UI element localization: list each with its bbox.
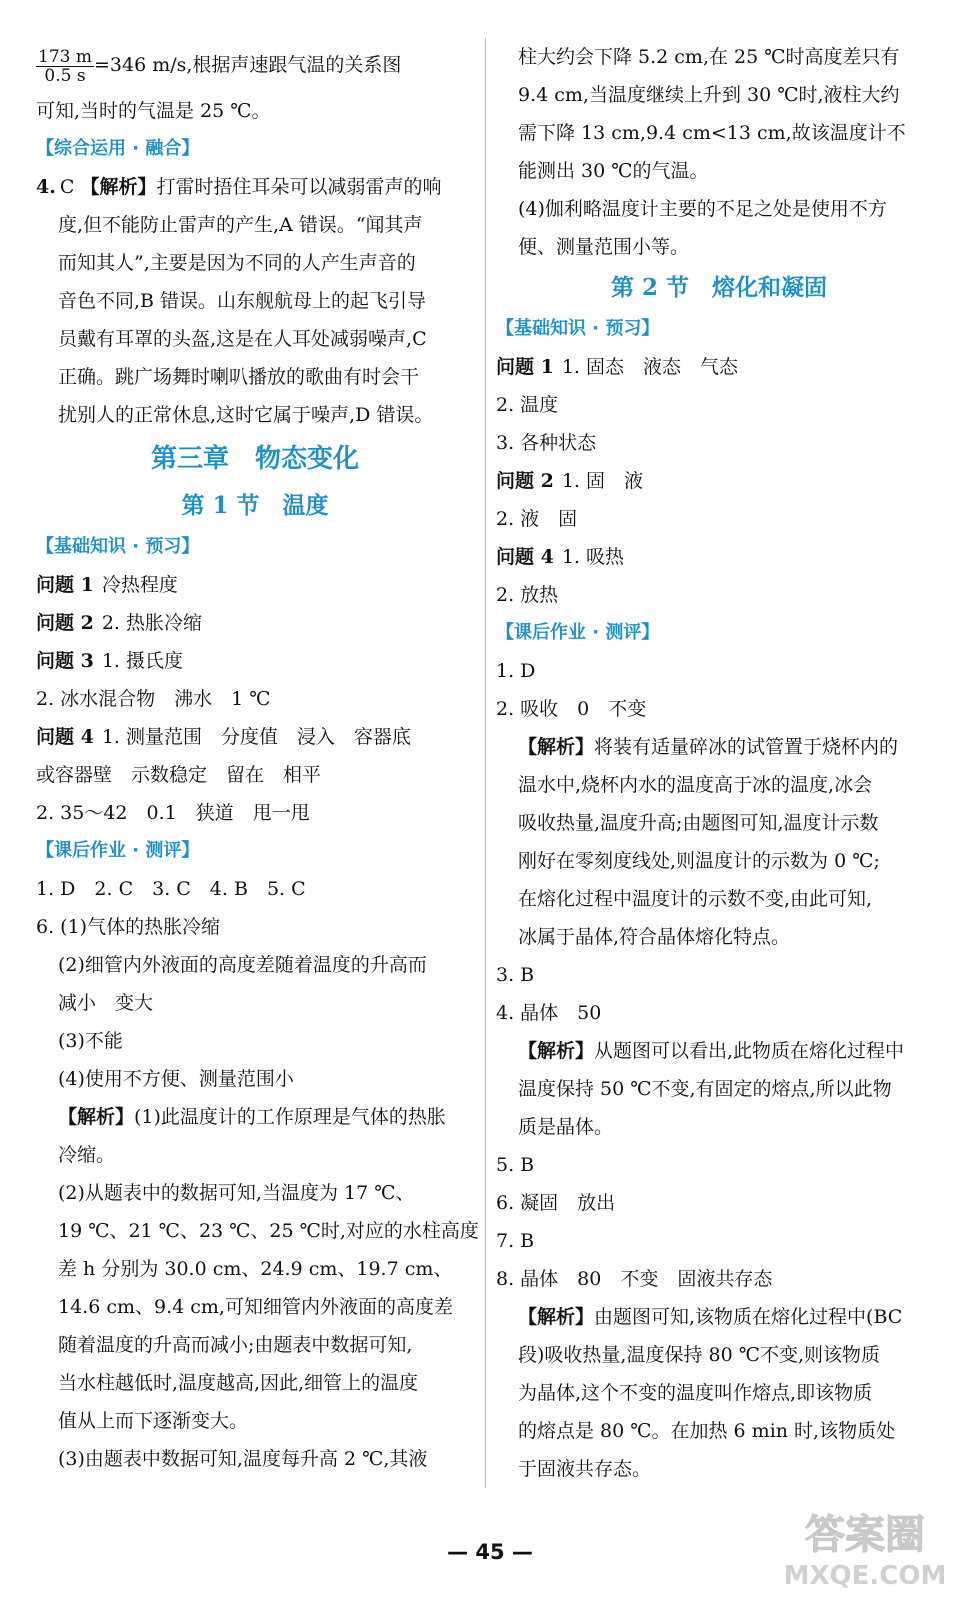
text-line: 度,但不能防止雷声的产生,A 错误。“闻其声 — [58, 214, 423, 236]
section-title: 第 1 节 温度 — [181, 492, 329, 519]
text-line: 质是晶体。 — [518, 1116, 614, 1138]
analysis-text: 打雷时捂住耳朵可以减弱雷声的响 — [156, 176, 442, 198]
analysis-line — [496, 1298, 942, 1336]
problem-answer: 1. 固态 液态 气态 — [561, 356, 739, 378]
text-line: 2. 液 固 — [496, 508, 578, 530]
analysis-line — [36, 1098, 474, 1136]
problem-4 — [36, 718, 474, 756]
text-line: 或容器壁 示数稳定 留在 相平 — [36, 764, 322, 786]
answers-1-5: 1. D 2. C 3. C 4. B 5. C — [36, 878, 306, 900]
text-line: (3)由题表中数据可知,温度每升高 2 ℃,其液 — [58, 1448, 428, 1470]
fraction — [36, 48, 94, 85]
text-line: (2)从题表中的数据可知,当温度为 17 ℃、 — [58, 1182, 415, 1204]
text-line: (3)不能 — [58, 1030, 123, 1052]
problem-2 — [36, 604, 474, 642]
text-line: 2. 35～42 0.1 狭道 甩一甩 — [36, 802, 310, 824]
answer-6: 6. 凝固 放出 — [496, 1192, 616, 1214]
text-line: (4)使用不方便、测量范围小 — [58, 1068, 294, 1090]
text-line: 9.4 cm,当温度继续上升到 30 ℃时,液柱大约 — [518, 84, 900, 106]
text-line: 温水中,烧杯内水的温度高于冰的温度,冰会 — [518, 774, 873, 796]
formula-rest: =346 m/s,根据声速跟气温的关系图 — [93, 54, 402, 76]
text-line: 刚好在零刻度线处,则温度计的示数为 0 ℃; — [518, 850, 880, 872]
analysis-tag: 【解析】 — [58, 1106, 135, 1128]
analysis-text: 从题图可以看出,此物质在熔化过程中 — [594, 1040, 905, 1062]
answer-8: 8. 晶体 80 不变 固液共存态 — [496, 1268, 773, 1290]
problem-label: 问题 4 — [36, 726, 94, 748]
answer-value: C — [59, 176, 75, 198]
text-line: 便、测量范围小等。 — [518, 236, 690, 258]
text-line: 扰别人的正常休息,这时它属于噪声,D 错误。 — [58, 404, 434, 426]
text-line: 于固液共存态。 — [518, 1458, 652, 1480]
text-line: 正确。跳广场舞时喇叭播放的歌曲有时会干 — [58, 366, 420, 388]
text-line: (4)伽利略温度计主要的不足之处是使用不方 — [518, 198, 887, 220]
problem-answer: 冷热程度 — [101, 574, 178, 596]
text-line: 2. 温度 — [496, 394, 559, 416]
answer-2: 2. 吸收 0 不变 — [496, 698, 647, 720]
section-label-integrated: 【综合运用 · 融合】 — [36, 138, 200, 159]
text-line: 需下降 13 cm,9.4 cm<13 cm,故该温度计不 — [518, 122, 906, 144]
analysis-tag: 【解析】 — [80, 176, 157, 198]
text-line: 2. 冰水混合物 沸水 1 ℃ — [36, 688, 271, 710]
text-line: 14.6 cm、9.4 cm,可知细管内外液面的高度差 — [58, 1296, 453, 1318]
problem-label: 问题 3 — [36, 650, 94, 672]
problem-answer: 1. 测量范围 分度值 浸入 容器底 — [101, 726, 412, 748]
answer-4 — [36, 168, 474, 206]
formula-line — [36, 38, 474, 92]
text-line: 柱大约会下降 5.2 cm,在 25 ℃时高度差只有 — [518, 46, 900, 68]
fraction-numerator: 173 m — [38, 46, 92, 67]
text-line: 的熔点是 80 ℃。在加热 6 min 时,该物质处 — [518, 1420, 896, 1442]
problem-answer: 1. 摄氏度 — [101, 650, 184, 672]
problem-label: 问题 1 — [36, 574, 94, 596]
answer-5: 5. B — [496, 1154, 535, 1176]
right-column — [496, 38, 942, 1488]
section-label-homework: 【课后作业 · 测评】 — [496, 622, 660, 643]
text-line: (2)细管内外液面的高度差随着温度的升高而 — [58, 954, 427, 976]
analysis-text: 将装有适量碎冰的试管置于烧杯内的 — [594, 736, 899, 758]
problem-2 — [496, 462, 942, 500]
problem-3 — [36, 642, 474, 680]
text-line: 能测出 30 ℃的气温。 — [518, 160, 709, 182]
text-line: 19 ℃、21 ℃、23 ℃、25 ℃时,对应的水柱高度 — [58, 1220, 479, 1242]
problem-label: 问题 1 — [496, 356, 554, 378]
fraction-denominator: 0.5 s — [44, 65, 86, 86]
analysis-text: 由题图可知,该物质在熔化过程中(BC — [594, 1306, 903, 1328]
analysis-text: (1)此温度计的工作原理是气体的热胀 — [134, 1106, 446, 1128]
problem-answer: 1. 吸热 — [561, 546, 625, 568]
text-line: 吸收热量,温度升高;由题图可知,温度计示数 — [518, 812, 879, 834]
section-label-basic: 【基础知识 · 预习】 — [496, 318, 660, 339]
watermark-logo — [770, 1500, 960, 1592]
section-label-homework: 【课后作业 · 测评】 — [36, 840, 200, 861]
analysis-line — [496, 728, 942, 766]
problem-answer: 2. 热胀冷缩 — [101, 612, 203, 634]
problem-label: 问题 2 — [496, 470, 554, 492]
problem-1 — [36, 566, 474, 604]
answer-4: 4. 晶体 50 — [496, 1002, 602, 1024]
answer-3: 3. B — [496, 964, 535, 986]
question-number: 4. — [36, 176, 56, 198]
problem-label: 问题 2 — [36, 612, 94, 634]
text-line: 2. 放热 — [496, 584, 559, 606]
left-column — [36, 38, 479, 1478]
problem-1 — [496, 348, 942, 386]
text-line: 差 h 分别为 30.0 cm、24.9 cm、19.7 cm、 — [58, 1258, 453, 1280]
text-line: 当水柱越低时,温度越高,因此,细管上的温度 — [58, 1372, 419, 1394]
answer-1: 1. D — [496, 660, 536, 682]
analysis-tag: 【解析】 — [518, 1040, 595, 1062]
svg-text:答案圈: 答案圈 — [805, 1512, 925, 1558]
text-line: 冷缩。 — [58, 1144, 116, 1166]
text-line: 音色不同,B 错误。山东舰航母上的起飞引导 — [58, 290, 427, 312]
page-number: — 45 — — [447, 1540, 533, 1564]
problem-4 — [496, 538, 942, 576]
text-line: 员戴有耳罩的头盔,这是在人耳处减弱噪声,C — [58, 328, 427, 350]
text-line: 为晶体,这个不变的温度叫作熔点,即该物质 — [518, 1382, 873, 1404]
text-line: 段)吸收热量,温度保持 80 ℃不变,则该物质 — [518, 1344, 881, 1366]
text-line: 随着温度的升高而减小;由题表中数据可知, — [58, 1334, 413, 1356]
text-line: 冰属于晶体,符合晶体熔化特点。 — [518, 926, 791, 948]
section-label-basic: 【基础知识 · 预习】 — [36, 536, 200, 557]
chapter-title: 第三章 物态变化 — [150, 444, 359, 474]
analysis-tag: 【解析】 — [518, 736, 595, 758]
analysis-tag: 【解析】 — [518, 1306, 595, 1328]
text-line: 值从上而下逐渐变大。 — [58, 1410, 249, 1432]
text-line: 可知,当时的气温是 25 ℃。 — [36, 100, 271, 122]
answer-7: 7. B — [496, 1230, 535, 1252]
text-line: 温度保持 50 ℃不变,有固定的熔点,所以此物 — [518, 1078, 892, 1100]
text-line: 减小 变大 — [58, 992, 154, 1014]
svg-text:MXQE.COM: MXQE.COM — [783, 1561, 947, 1591]
problem-answer: 1. 固 液 — [561, 470, 644, 492]
answer-6: 6. (1)气体的热胀冷缩 — [36, 916, 221, 938]
column-divider — [485, 38, 486, 1488]
watermark-icon — [770, 1500, 960, 1592]
text-line: 而知其人”,主要是因为不同的人产生声音的 — [58, 252, 416, 274]
section-title: 第 2 节 熔化和凝固 — [610, 274, 828, 301]
problem-label: 问题 4 — [496, 546, 554, 568]
analysis-line — [496, 1032, 942, 1070]
text-line: 在熔化过程中温度计的示数不变,由此可知, — [518, 888, 873, 910]
text-line: 3. 各种状态 — [496, 432, 597, 454]
